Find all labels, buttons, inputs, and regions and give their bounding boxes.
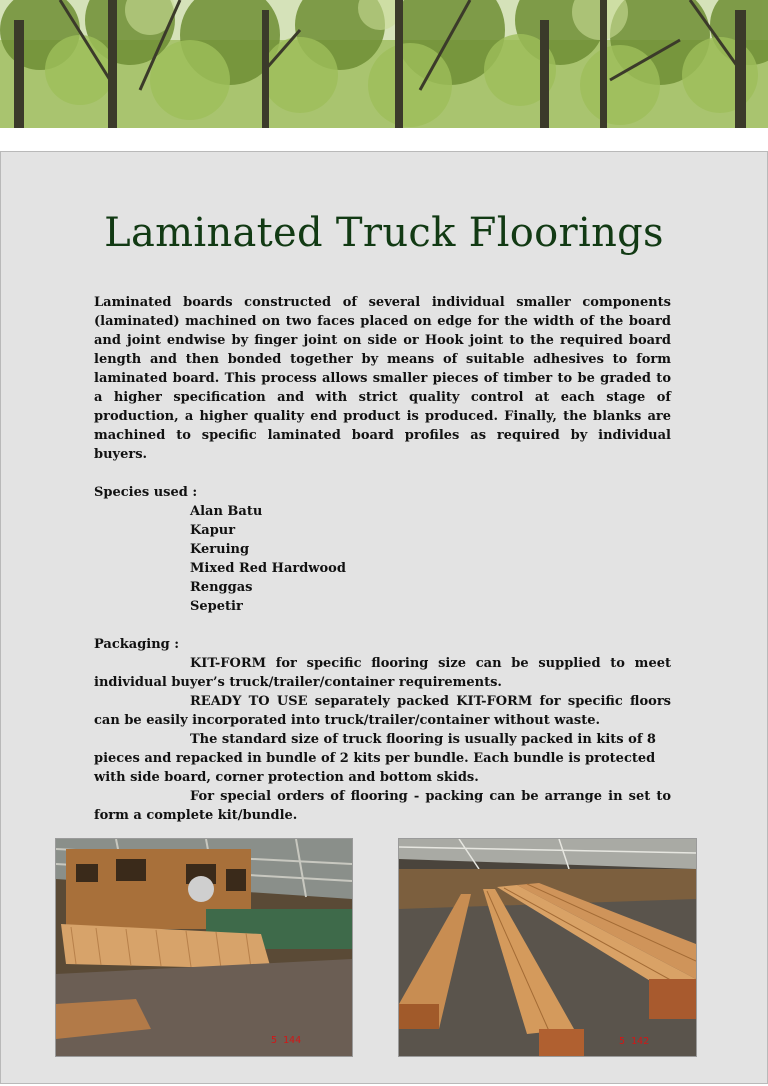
sawmill-interior-photo (55, 838, 353, 1057)
forest-banner (0, 0, 768, 128)
article-body (94, 293, 671, 825)
species-item: Renggas (190, 580, 253, 595)
packaging-paragraph: The standard size of truck flooring is usually packed in kits of 8 pieces and repacked in bundle of 2 kits per bundle. Each bundle is protected with side board, corner protection and bottom skids. (94, 732, 656, 785)
species-item: Mixed Red Hardwood (190, 561, 346, 576)
species-item: Keruing (190, 542, 250, 557)
packaging-heading: Packaging : (94, 637, 180, 652)
packaging-paragraph: READY TO USE separately packed KIT-FORM for specific floors can be easily incorporated into truck/trailer/container without waste. (94, 694, 671, 728)
photo-date-stamp: 5 142 (619, 1036, 650, 1047)
photo-date-stamp: 5 144 (271, 1035, 302, 1046)
species-heading: Species used : (94, 485, 198, 500)
species-item: Sepetir (190, 599, 243, 614)
intro-paragraph: Laminated boards constructed of several individual smaller components (laminated) machined on two faces placed on edge for the width of the board and joint endwise by finger joint on side or Hook joint to the required board length and then bonded together by means of suitable adhesives to form laminated board. This process allows smaller pieces of timber to be graded to a higher specification and with strict quality control at each stage of production, a higher quality end product is produced. Finally, the blanks are machined to specific laminated board profiles as required by individual buyers. (94, 295, 671, 462)
species-item: Kapur (190, 523, 236, 538)
species-item: Alan Batu (190, 504, 263, 519)
content-panel (0, 151, 768, 1084)
packaging-paragraph: For special orders of flooring - packing can be arrange in set to form a complete kit/bundle. (94, 789, 671, 823)
packaging-paragraph: KIT-FORM for specific flooring size can be supplied to meet individual buyer’s truck/trailer/container requirements. (94, 656, 671, 690)
page-title: Laminated Truck Floorings (104, 210, 664, 256)
laminated-boards-stack-photo (398, 838, 697, 1057)
species-list (94, 502, 671, 616)
